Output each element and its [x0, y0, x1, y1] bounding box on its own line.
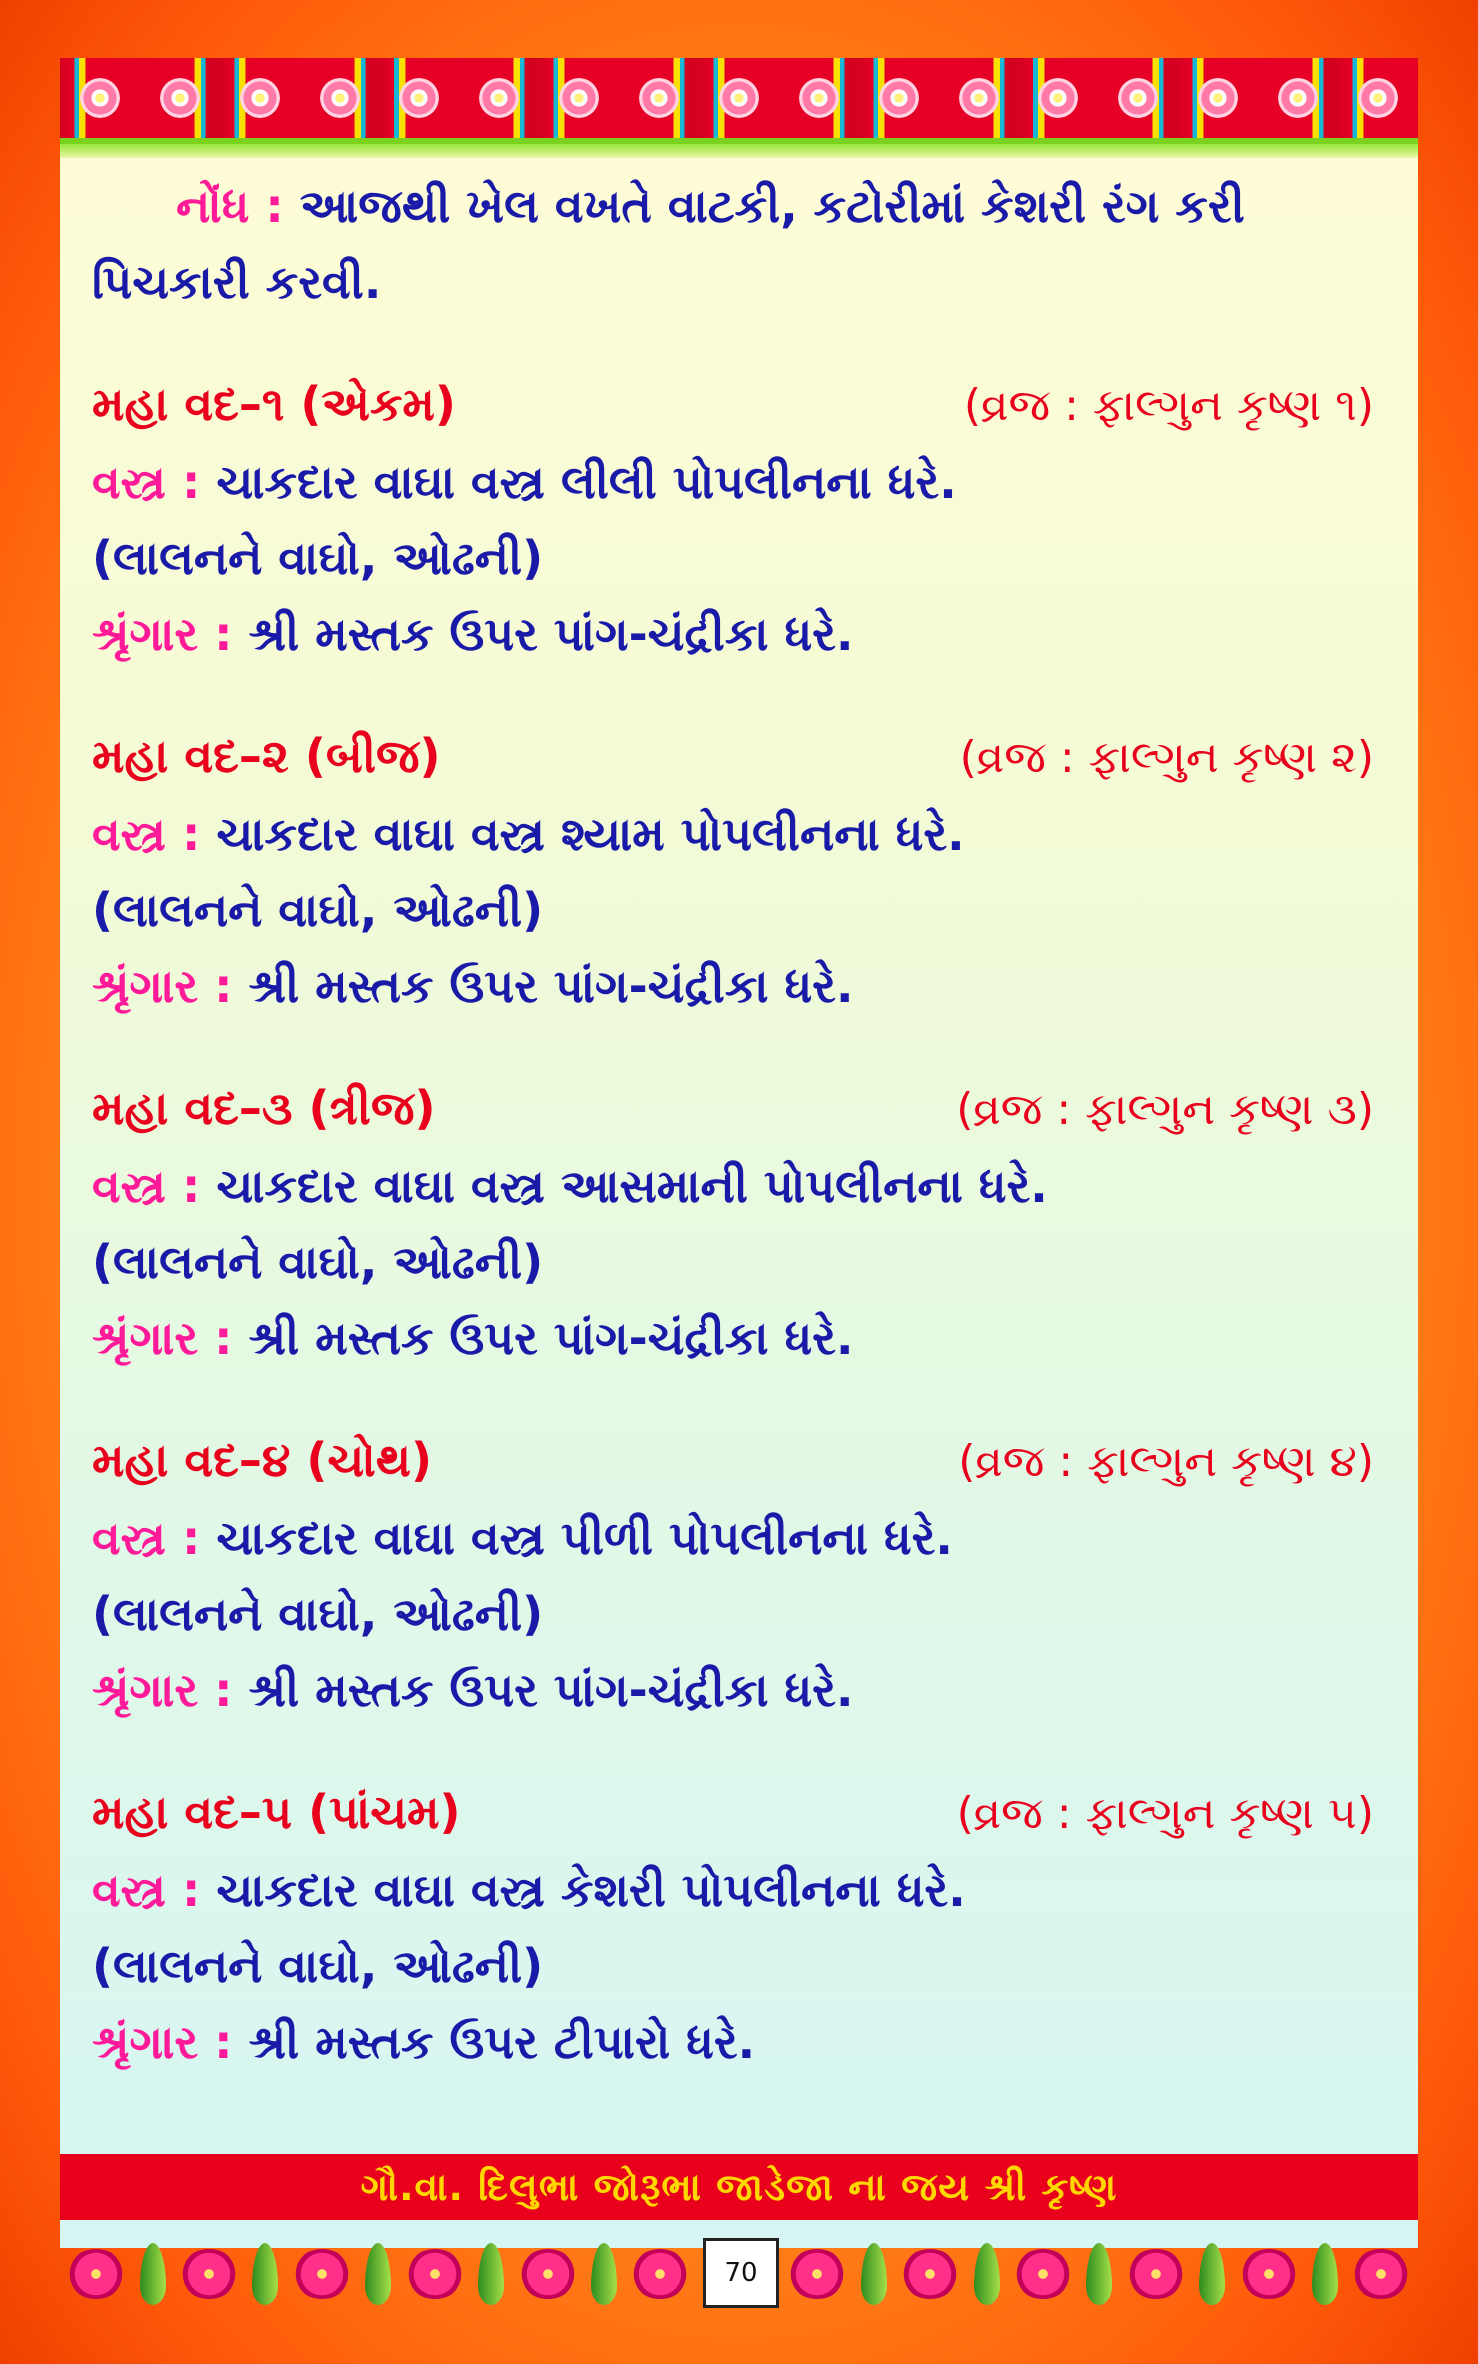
- section-title: મહા વદ–૫ (પાંચમ): [92, 1785, 461, 1839]
- vastra-text: ચાકદાર વાઘા વસ્ત્ર લીલી પોપલીનના ધરે.: [216, 455, 957, 509]
- shringar-text: શ્રી મસ્તક ઉપર પાંગ-ચંદ્રીકા ધરે.: [248, 1311, 854, 1365]
- flower-icon: [67, 2249, 125, 2299]
- flower-icon: [80, 78, 120, 118]
- flower-icon: [240, 78, 280, 118]
- flower-icon: [1014, 2249, 1072, 2299]
- flower-icon: [160, 78, 200, 118]
- vastra-label: વસ્ત્ર :: [92, 807, 201, 861]
- vraj-date: (વ્રજ : ફાલ્ગુન કૃષ્ણ ૧): [963, 380, 1374, 431]
- vraj-date: (વ્રજ : ફાલ્ગુન કૃષ્ણ ૩): [956, 1084, 1374, 1135]
- section-title: મહા વદ–૩ (ત્રીજ): [92, 1081, 436, 1135]
- leaf-icon: [478, 2243, 504, 2305]
- flower-icon: [479, 78, 519, 118]
- leaf-icon: [252, 2243, 278, 2305]
- flower-icon: [399, 78, 439, 118]
- lalan-text: (લાલનને વાઘો, ઓઢની): [92, 883, 544, 937]
- vastra-text: ચાકદાર વાઘા વસ્ત્ર પીળી પોપલીનના ધરે.: [216, 1511, 953, 1565]
- vastra-label: વસ્ત્ર :: [92, 1159, 201, 1213]
- section-vad-2: [92, 718, 1392, 1024]
- leaf-icon: [365, 2243, 391, 2305]
- lalan-text: (લાલનને વાઘો, ઓઢની): [92, 531, 544, 585]
- leaf-icon: [1199, 2243, 1225, 2305]
- vraj-date: (વ્રજ : ફાલ્ગુન કૃષ્ણ ૪): [958, 1436, 1374, 1487]
- flower-icon: [180, 2249, 238, 2299]
- flower-icon: [293, 2249, 351, 2299]
- shringar-label: શ્રૃંગાર :: [92, 2015, 233, 2069]
- flower-icon: [631, 2249, 689, 2299]
- shringar-text: શ્રી મસ્તક ઉપર પાંગ-ચંદ્રીકા ધરે.: [248, 1663, 854, 1717]
- shringar-label: શ્રૃંગાર :: [92, 1311, 233, 1365]
- flower-icon: [519, 2249, 577, 2299]
- lalan-text: (લાલનને વાઘો, ઓઢની): [92, 1939, 544, 1993]
- leaf-icon: [140, 2243, 166, 2305]
- section-title: મહા વદ–૪ (ચોથ): [92, 1433, 433, 1487]
- shringar-text: શ્રી મસ્તક ઉપર પાંગ-ચંદ્રીકા ધરે.: [248, 959, 854, 1013]
- flower-icon: [639, 78, 679, 118]
- vraj-date: (વ્રજ : ફાલ્ગુન કૃષ્ણ ૫): [956, 1788, 1374, 1839]
- flower-icon: [1127, 2249, 1185, 2299]
- flower-icon: [901, 2249, 959, 2299]
- flower-icon: [1198, 78, 1238, 118]
- section-vad-5: [92, 1774, 1392, 2080]
- vastra-text: ચાકદાર વાઘા વસ્ત્ર આસમાની પોપલીનના ધરે.: [216, 1159, 1048, 1213]
- top-decorative-border: [60, 58, 1418, 144]
- shringar-label: શ્રૃંગાર :: [92, 607, 233, 661]
- section-title: મહા વદ–૧ (એકમ): [92, 377, 456, 431]
- shringar-label: શ્રૃંગાર :: [92, 959, 233, 1013]
- vastra-label: વસ્ત્ર :: [92, 1511, 201, 1565]
- flower-icon: [719, 78, 759, 118]
- shringar-text: શ્રી મસ્તક ઉપર પાંગ-ચંદ્રીકા ધરે.: [248, 607, 854, 661]
- vraj-date: (વ્રજ : ફાલ્ગુન કૃષ્ણ ૨): [959, 732, 1374, 783]
- flower-icon: [320, 78, 360, 118]
- flower-icon: [559, 78, 599, 118]
- leaf-icon: [974, 2243, 1000, 2305]
- flower-icon: [1118, 78, 1158, 118]
- lalan-text: (લાલનને વાઘો, ઓઢની): [92, 1587, 544, 1641]
- page-number: 70: [703, 2238, 779, 2308]
- section-vad-3: [92, 1070, 1392, 1376]
- leaf-icon: [1312, 2243, 1338, 2305]
- vastra-label: વસ્ત્ર :: [92, 455, 201, 509]
- flower-icon: [799, 78, 839, 118]
- flower-icon: [1352, 2249, 1410, 2299]
- shringar-label: શ્રૃંગાર :: [92, 1663, 233, 1717]
- lalan-text: (લાલનને વાઘો, ઓઢની): [92, 1235, 544, 1289]
- flower-icon: [1038, 78, 1078, 118]
- vastra-text: ચાકદાર વાઘા વસ્ત્ર શ્યામ પોપલીનના ધરે.: [216, 807, 965, 861]
- content: [92, 168, 1392, 2080]
- vastra-text: ચાકદાર વાઘા વસ્ત્ર કેશરી પોપલીનના ધરે.: [216, 1863, 966, 1917]
- note-paragraph: [92, 168, 1392, 320]
- note-text: આજથી ખેલ વખતે વાટકી, કટોરીમાં કેશરી રંગ કરી પિચકારી કરવી.: [92, 179, 1245, 309]
- flower-icon: [1278, 78, 1318, 118]
- flower-icon: [959, 78, 999, 118]
- flower-icon: [1358, 78, 1398, 118]
- section-vad-1: [92, 366, 1392, 672]
- flower-icon: [1240, 2249, 1298, 2299]
- section-vad-4: [92, 1422, 1392, 1728]
- flower-icon: [788, 2249, 846, 2299]
- page-panel: [60, 58, 1418, 2248]
- flower-icon: [406, 2249, 464, 2299]
- green-divider: [60, 144, 1418, 158]
- shringar-text: શ્રી મસ્તક ઉપર ટીપારો ધરે.: [248, 2015, 756, 2069]
- leaf-icon: [591, 2243, 617, 2305]
- leaf-icon: [861, 2243, 887, 2305]
- leaf-icon: [1086, 2243, 1112, 2305]
- footer-banner: ગૌ.વા. દિલુભા જોરૂભા જાડેજા ના જય શ્રી કૃષ્ણ: [60, 2154, 1418, 2220]
- vastra-label: વસ્ત્ર :: [92, 1863, 201, 1917]
- flower-icon: [879, 78, 919, 118]
- section-title: મહા વદ–૨ (બીજ): [92, 729, 441, 783]
- note-label: નોંધ :: [176, 179, 284, 233]
